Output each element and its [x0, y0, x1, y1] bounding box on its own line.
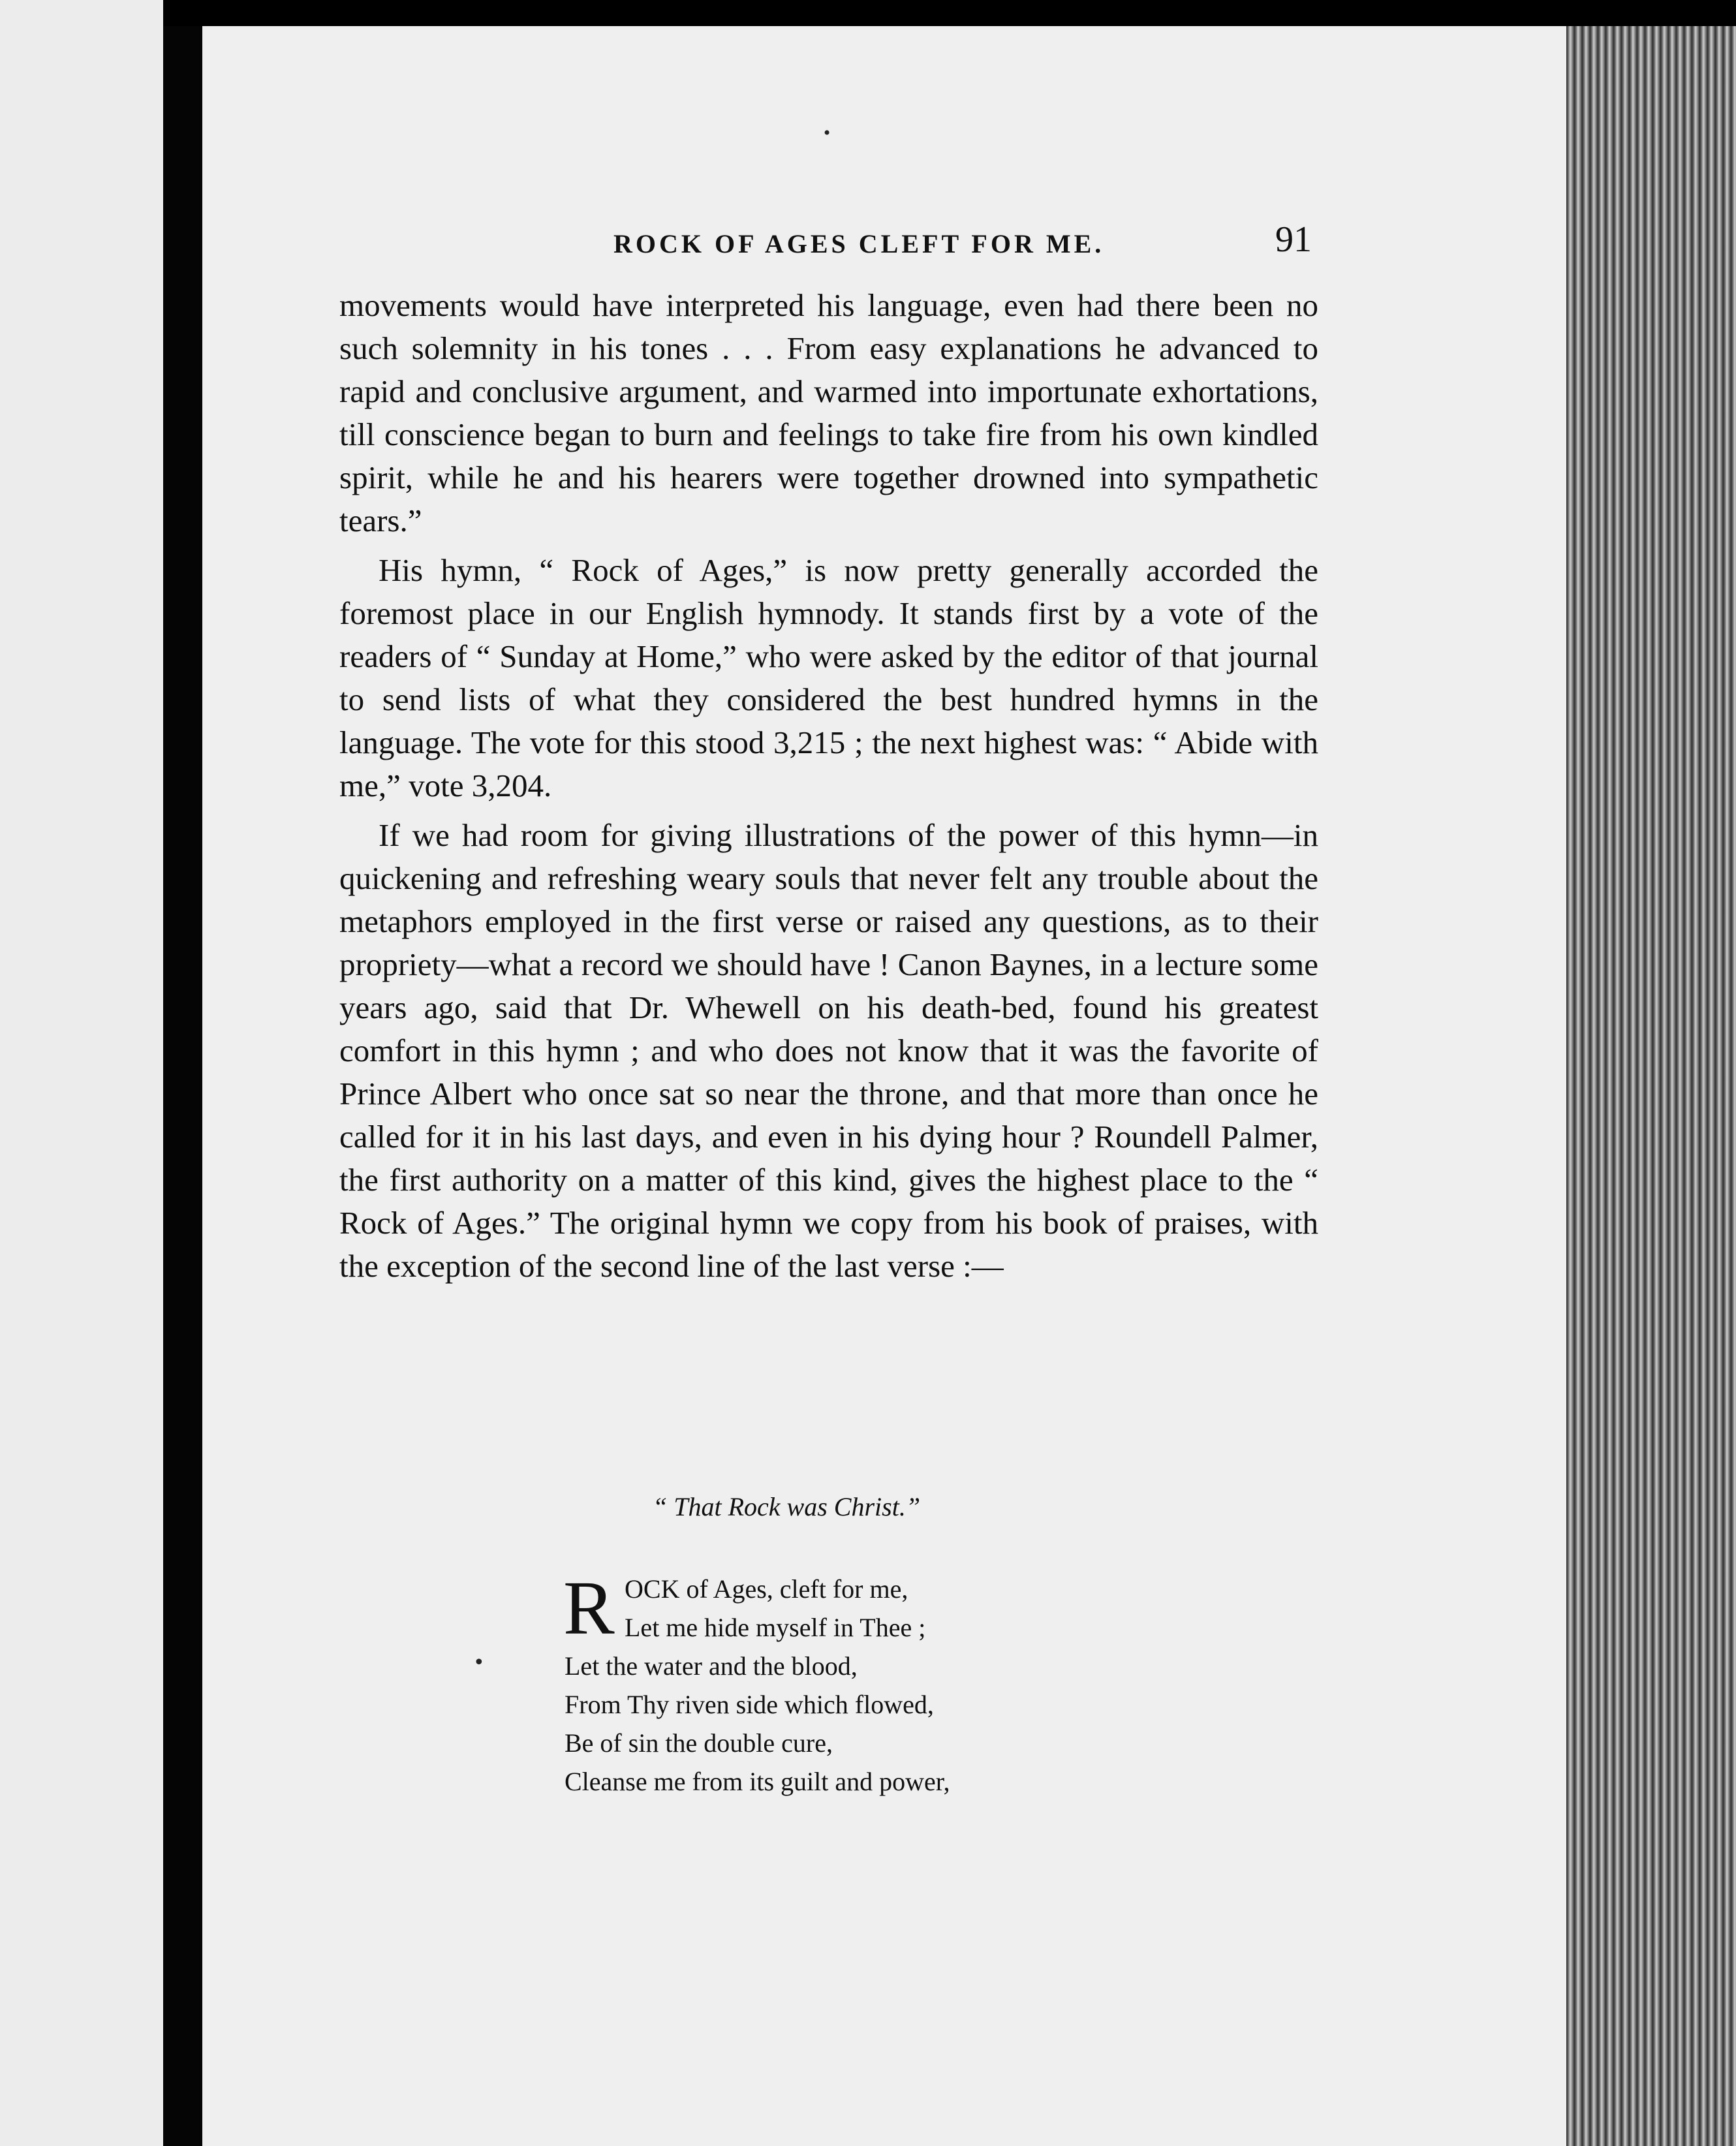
book-gutter — [163, 0, 202, 2146]
page-number: 91 — [1275, 219, 1312, 260]
hymn-line: From Thy riven side which flowed, — [565, 1690, 934, 1719]
paragraph: If we had room for giving illustrations of the power of this hymn—in quickening and refreshing weary souls that never felt any trouble about the metaphors employed in the first verse or raised any questions, as to their propriety—what a record we should have ! Canon Baynes, in a lecture some years ago, said that Dr. Whewell on his death-bed, found his greatest comfort in this hymn ; and who does not know that it was the favorite of Prince Albert who once sat so near the throne, and that more than once he called for it in his last days, and even in his dying hour ? Roundell Palmer, the first authority on a matter of this kind, gives the highest place to the “ Rock of Ages.” The original hymn we copy from his book of praises, with the exception of the second line of the last verse :— — [339, 817, 1318, 1284]
drop-cap: R — [563, 1565, 615, 1651]
hymn-line: Be of sin the double cure, — [565, 1728, 833, 1758]
page-stack-edges — [1566, 26, 1736, 2146]
body-text — [339, 284, 1318, 1294]
hymn-line: Cleanse me from its guilt and power, — [565, 1767, 950, 1796]
facing-page-edge — [0, 0, 163, 2146]
hymn-line: OCK of Ages, cleft for me, — [625, 1574, 908, 1604]
paragraph: movements would have interpreted his language, even had there been no such solemnity in his tones . . . From easy explanations he advanced to rapid and conclusive argument, and warmed into importunate exhortations, till conscience began to burn and feelings to take fire from his own kindled spirit, while he and his hearers were together drowned into sympathetic tears.” — [339, 287, 1318, 538]
stray-mark: • — [822, 124, 832, 142]
paragraph: His hymn, “ Rock of Ages,” is now pretty generally accorded the foremost place in our English hymnody. It stands first by a vote of the readers of “ Sunday at Home,” who were asked by the editor of that journal to send lists of what they considered the best hundred hymns in the language. The vote for this stood 3,215 ; the next highest was: “ Abide with me,” vote 3,204. — [339, 552, 1318, 803]
running-head — [568, 219, 1312, 271]
hymn-line: Let me hide myself in Thee ; — [625, 1613, 926, 1642]
scan-top-border — [163, 0, 1736, 26]
stray-mark: • — [473, 1651, 485, 1674]
running-head-title: ROCK OF AGES CLEFT FOR ME. — [613, 229, 1105, 258]
epigraph: “ That Rock was Christ.” — [653, 1492, 921, 1521]
hymn-verse — [563, 1565, 1087, 1801]
hymn-line: Let the water and the blood, — [565, 1651, 858, 1681]
